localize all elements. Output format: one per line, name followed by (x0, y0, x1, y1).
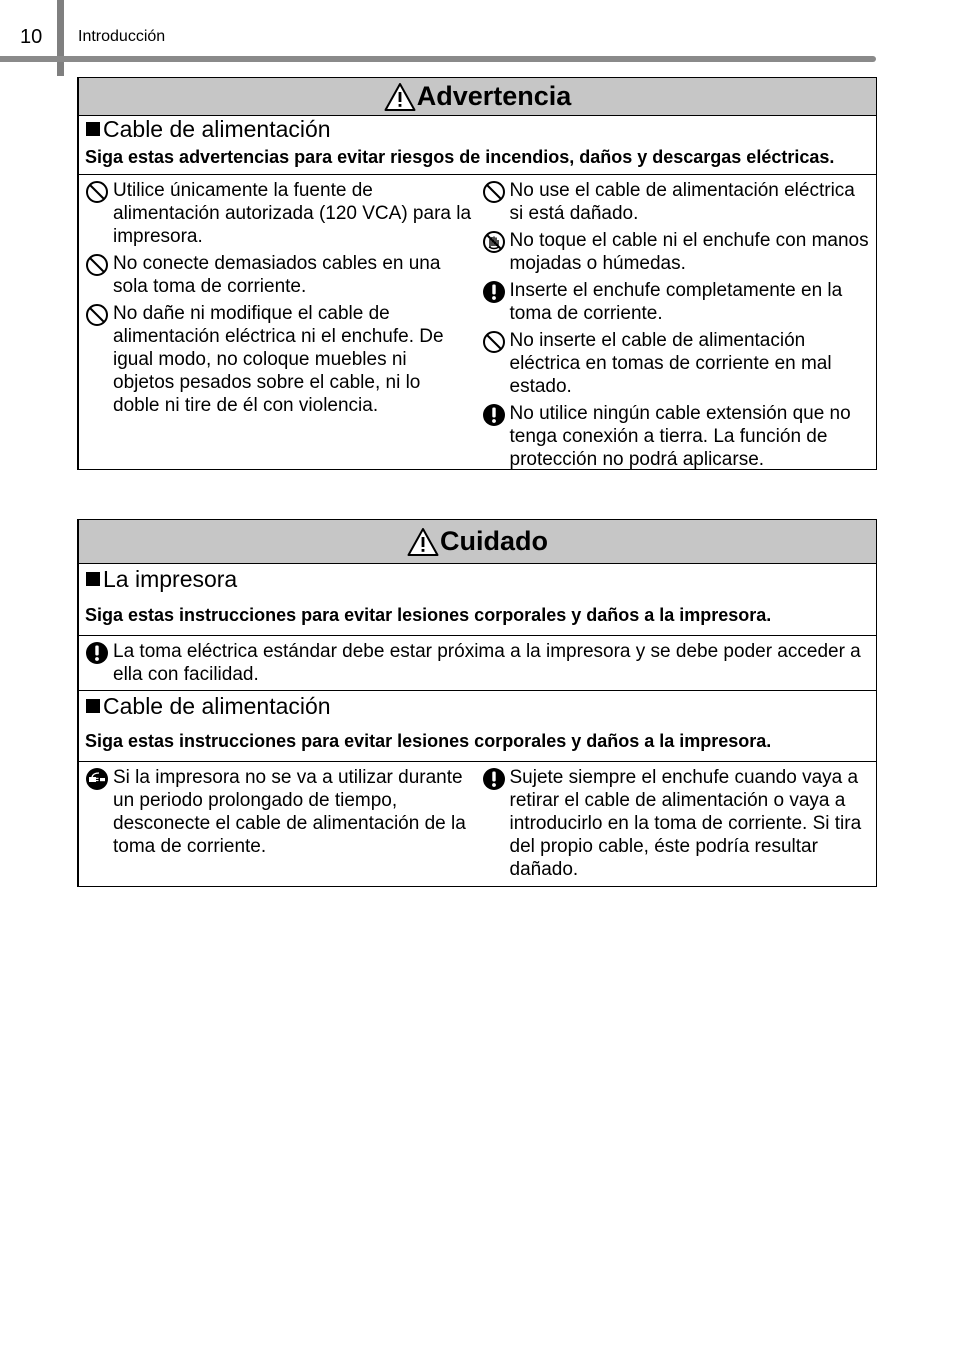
mandatory-icon (85, 641, 109, 665)
caution-cable-section (79, 692, 876, 761)
warning-cable-heading: Cable de alimentación (83, 117, 870, 141)
warning-triangle-icon (384, 82, 416, 112)
warning-cable-note: Siga estas advertencias para evitar riesgos de incendios, daños y descargas eléctricas. (85, 147, 835, 167)
square-bullet-icon (86, 699, 100, 713)
list-item: No inserte el cable de alimentación eléctrica en tomas de corriente en mal estado. (482, 329, 871, 398)
warning-items-right (478, 175, 877, 469)
warning-title: Advertencia (416, 81, 572, 111)
prohibited-icon (482, 180, 506, 204)
square-bullet-icon (86, 572, 100, 586)
list-item: No conecte demasiados cables en una sola toma de corriente. (85, 252, 472, 298)
list-item: No dañe ni modifique el cable de alimentación eléctrica ni el enchufe. De igual modo, no coloque muebles ni objetos pesados sobre el cable, ni lo doble ni tire de él con violencia. (85, 302, 472, 417)
caution-cable-items-left (79, 762, 478, 886)
list-item: No utilice ningún cable extensión que no tenga conexión a tierra. La función de protección no podrá aplicarse. (482, 402, 871, 471)
prohibited-icon (85, 180, 109, 204)
caution-cable-items-right (478, 762, 877, 886)
page-header-rule (0, 56, 876, 62)
caution-printer-section (79, 565, 876, 635)
caution-cable-items (79, 762, 876, 886)
list-item: Si la impresora no se va a utilizar durante un periodo prolongado de tiempo, desconecte el cable de alimentación de la toma de corriente. (85, 766, 472, 858)
prohibited-icon (482, 330, 506, 354)
caution-printer-note: Siga estas instrucciones para evitar lesiones corporales y daños a la impresora. (85, 605, 772, 625)
mandatory-icon (482, 280, 506, 304)
caution-printer-heading: La impresora (83, 565, 870, 593)
caution-header (79, 520, 876, 564)
mandatory-icon (482, 403, 506, 427)
square-bullet-icon (86, 122, 100, 136)
running-header: Introducción (78, 28, 166, 45)
warning-header (79, 78, 876, 116)
warning-items-left (79, 175, 478, 469)
list-item: No use el cable de alimentación eléctrica si está dañado. (482, 179, 871, 225)
warning-triangle-icon (407, 527, 439, 557)
prohibited-icon (85, 303, 109, 327)
list-item: Sujete siempre el enchufe cuando vaya a retirar el cable de alimentación o vaya a introducirlo en la toma de corriente. Si tira del propio cable, éste podría resultar dañado. (482, 766, 871, 881)
warning-box (77, 77, 877, 470)
caution-title: Cuidado (440, 526, 548, 556)
caution-cable-heading: Cable de alimentación (83, 692, 870, 720)
list-item: Utilice únicamente la fuente de alimentación autorizada (120 VCA) para la impresora. (85, 179, 472, 248)
caution-cable-note: Siga estas instrucciones para evitar lesiones corporales y daños a la impresora. (85, 731, 772, 751)
page-margin-bar (57, 0, 64, 76)
prohibited-icon (85, 253, 109, 277)
warning-items (79, 175, 876, 469)
caution-box (77, 519, 877, 887)
list-item: No toque el cable ni el enchufe con manos mojadas o húmedas. (482, 229, 871, 275)
no-wet-hands-icon (482, 230, 506, 254)
page-number: 10 (20, 26, 43, 48)
mandatory-icon (482, 767, 506, 791)
list-item: La toma eléctrica estándar debe estar próxima a la impresora y se debe poder acceder a ella con facilidad. (85, 640, 870, 686)
unplug-icon (85, 767, 109, 791)
list-item: Inserte el enchufe completamente en la toma de corriente. (482, 279, 871, 325)
caution-printer-items (79, 636, 876, 690)
warning-cable-section (79, 117, 876, 174)
